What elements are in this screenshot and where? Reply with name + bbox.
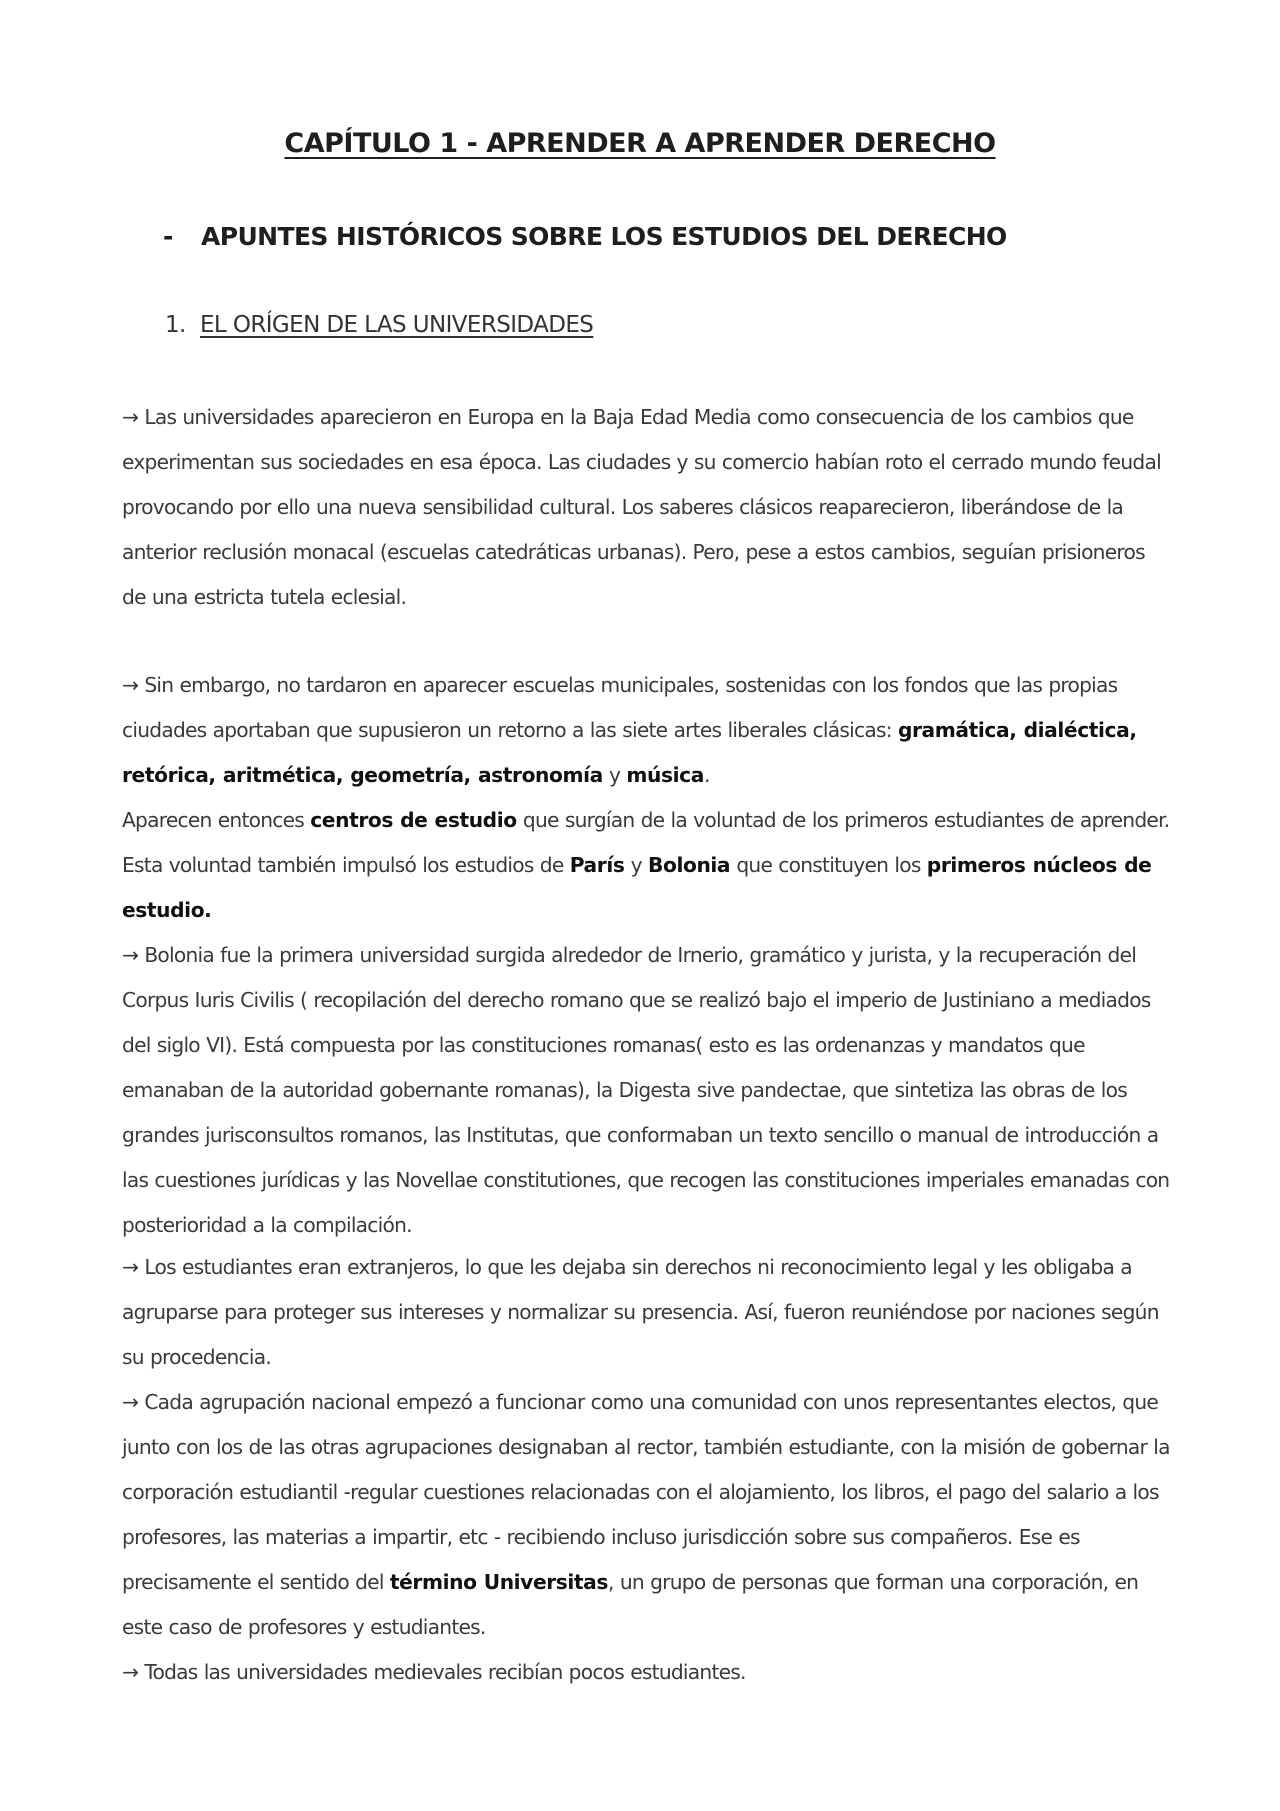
paragraph-2-text: Aparecen entonces — [122, 808, 311, 832]
paragraph-5-text: → Cada agrupación nacional empezó a funcionar como una comunidad con unos representantes electos, que junto con los de las otras agrupaciones designaban al rector, también estudiante, con la misión de gobernar la corporación estudiantil -regular cuestiones relacionadas con el alojamiento, los libros, el pago del salario a los profesores, las materias a impartir, etc - recibiendo incluso jurisdicción sobre sus compañeros. Ese es precisamente el sentido del — [122, 1390, 1170, 1594]
paragraph-5-last-line: → Todas las universidades medievales recibían pocos estudiantes. — [122, 1660, 746, 1684]
subtitle-dash: - — [163, 222, 173, 251]
paragraph-2-text: que constituyen los — [730, 853, 927, 877]
paragraph-2-bold-bolonia: Bolonia — [648, 853, 731, 877]
paragraph-2-bold-paris: París — [569, 853, 625, 877]
section-title: EL ORÍGEN DE LAS UNIVERSIDADES — [200, 312, 594, 338]
paragraph-2-bold-nucleos: primeros núcleos de estudio. — [122, 853, 1152, 922]
section-heading — [165, 312, 593, 338]
paragraph-2 — [122, 663, 1174, 933]
paragraph-2-text: → Sin embargo, no tardaron en aparecer escuelas municipales, sostenidas con los fondos que las propias ciudades aportaban que supusieron un retorno a las siete artes liberales clásicas: — [122, 673, 1118, 742]
paragraph-2-text: y — [624, 853, 648, 877]
paragraph-2-bold-musica: música — [626, 763, 704, 787]
paragraph-2-text: . — [703, 763, 710, 787]
paragraph-2-text: que surgían de la voluntad de los primeros estudiantes de aprender. Esta voluntad también impulsó los estudios de — [122, 808, 1170, 877]
paragraph-5-bold-universitas: término Universitas — [389, 1570, 609, 1594]
paragraph-3: → Bolonia fue la primera universidad surgida alrededor de Irnerio, gramático y jurista, y la recuperación del Corpus Iuris Civilis ( recopilación del derecho romano que se realizó bajo el imperio de Justiniano a mediados del siglo VI). Está compuesta por las constituciones romanas( esto es las ordenanzas y mandatos que emanaban de la autoridad gobernante romanas), la Digesta sive pandectae, que sintetiza las obras de los grandes jurisconsultos romanos, las Institutas, que conformaban un texto sencillo o manual de introducción a las cuestiones jurídicas y las Novellae constitutiones, que recogen las constituciones imperiales emanadas con posterioridad a la compilación. — [122, 943, 1170, 1237]
paragraph-2-bold-centros: centros de estudio — [310, 808, 517, 832]
paragraph-4: → Los estudiantes eran extranjeros, lo que les dejaba sin derechos ni reconocimiento legal y les obligaba a agruparse para proteger sus intereses y normalizar su presencia. Así, fueron reuniéndose por naciones según su procedencia. — [122, 1255, 1159, 1369]
paragraph-1: → Las universidades aparecieron en Europa en la Baja Edad Media como consecuencia de los cambios que experimentan sus sociedades en esa época. Las ciudades y su comercio habían roto el cerrado mundo feudal provocando por ello una nueva sensibilidad cultural. Los saberes clásicos reaparecieron, liberándose de la anterior reclusión monacal (escuelas catedráticas urbanas). Pero, pese a estos cambios, seguían prisioneros de una estricta tutela eclesial. — [122, 405, 1161, 609]
paragraph-5-text: , un grupo de personas que forman una corporación, en este caso de profesores y estudiantes. — [122, 1570, 1139, 1639]
section-number: 1. — [165, 312, 186, 338]
paragraph-5 — [122, 1380, 1174, 1695]
subtitle-heading — [163, 222, 1007, 251]
paragraph-2-bold-arts: gramática, dialéctica, retórica, aritmética, geometría, astronomía — [122, 718, 1137, 787]
subtitle-text: APUNTES HISTÓRICOS SOBRE LOS ESTUDIOS DEL DERECHO — [201, 222, 1007, 251]
chapter-title: CAPÍTULO 1 - APRENDER A APRENDER DERECHO — [284, 128, 996, 159]
paragraph-2-text: y — [602, 763, 627, 787]
